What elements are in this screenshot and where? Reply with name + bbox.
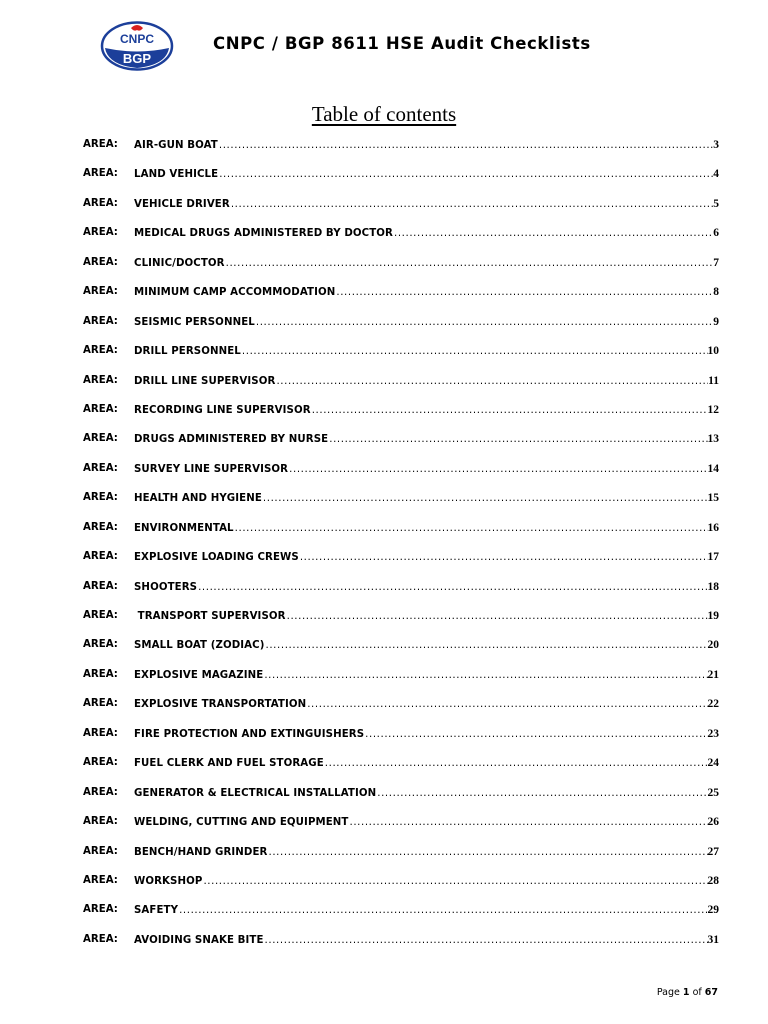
toc-dot-leader [299,552,708,563]
toc-entry-label: AREA: [83,904,118,916]
toc-entry[interactable] [83,136,719,165]
toc-entry-line [134,345,719,357]
toc-entry-line [134,875,719,887]
toc-entry-name: SHOOTERS [134,581,198,593]
toc-entry-line [134,551,719,563]
toc-entry-line [134,728,719,740]
toc-entry-line [134,522,719,534]
toc-entry-label: AREA: [83,168,118,180]
toc-entry-label: AREA: [83,286,118,298]
toc-dot-leader [286,611,708,622]
footer-total-pages: 67 [704,987,718,998]
toc-entry[interactable] [83,725,719,754]
toc-entry[interactable] [83,931,719,960]
toc-heading [0,102,768,127]
toc-entry-page: 31 [707,933,719,946]
toc-entry[interactable] [83,283,719,312]
toc-entry-name: SURVEY LINE SUPERVISOR [134,463,289,475]
toc-entry-name: DRILL PERSONNEL [134,346,241,358]
toc-entry-line [134,375,719,387]
toc-entry-line [134,846,719,858]
toc-entry-line [134,404,719,416]
toc-entry-label: AREA: [83,521,118,533]
toc-entry-name: ENVIRONMENTAL [134,522,234,534]
toc-entry-name: BENCH/HAND GRINDER [134,846,268,858]
toc-entry-name: FIRE PROTECTION AND EXTINGUISHERS [134,728,365,740]
toc-entry-name: SMALL BOAT (ZODIAC) [134,640,265,652]
toc-entry-line [134,227,719,239]
toc-entry-page: 13 [707,433,719,446]
toc-entry-label: AREA: [83,345,118,357]
toc-entry-page: 6 [713,227,719,240]
toc-entry-label: AREA: [83,639,118,651]
toc-entry-page: 15 [707,492,719,505]
toc-entry-page: 26 [707,816,719,829]
toc-entry-line [134,669,719,681]
toc-dot-leader [268,847,708,858]
toc-entry-label: AREA: [83,786,118,798]
toc-entry[interactable] [83,342,719,371]
toc-dot-leader [263,670,707,681]
toc-entry-label: AREA: [83,874,118,886]
toc-entry[interactable] [83,195,719,224]
toc-entry-name: EXPLOSIVE LOADING CREWS [134,552,299,564]
toc-entry-label: AREA: [83,551,118,563]
page-footer [657,987,718,998]
toc-entry-label: AREA: [83,933,118,945]
toc-entry[interactable] [83,460,719,489]
toc-entry[interactable] [83,754,719,783]
toc-entry-line [134,639,719,651]
toc-entry-page: 16 [707,521,719,534]
toc-dot-leader [324,758,708,769]
toc-entry[interactable] [83,843,719,872]
toc-dot-leader [311,405,708,416]
toc-entry-label: AREA: [83,462,118,474]
toc-entry-name: MINIMUM CAMP ACCOMMODATION [134,287,336,299]
toc-entry-line [134,934,719,946]
toc-entry-name: WELDING, CUTTING AND EQUIPMENT [134,817,349,829]
toc-entry-label: AREA: [83,197,118,209]
toc-entry-label: AREA: [83,374,118,386]
toc-entry-name: EXPLOSIVE TRANSPORTATION [134,699,307,711]
toc-entry[interactable] [83,254,719,283]
toc-entry-page: 20 [707,639,719,652]
toc-entry-line [134,257,719,269]
toc-entry-line [134,610,719,622]
toc-entry-page: 12 [707,403,719,416]
toc-entry-name: LAND VEHICLE [134,169,219,181]
toc-entry-line [134,316,719,328]
toc-entry[interactable] [83,695,719,724]
toc-dot-leader [335,287,713,298]
toc-entry-page: 5 [713,197,719,210]
toc-entry-label: AREA: [83,580,118,592]
toc-dot-leader [265,640,708,651]
toc-entry-page: 25 [707,786,719,799]
toc-entry-page: 19 [707,610,719,622]
toc-entry-line [134,698,719,710]
toc-entry-line [134,433,719,445]
toc-entry[interactable] [83,430,719,459]
toc-entry-label: AREA: [83,757,118,769]
toc-entry-name: VEHICLE DRIVER [134,198,230,210]
toc-dot-leader [264,935,708,946]
toc-dot-leader [178,905,707,916]
toc-entry[interactable] [83,578,719,607]
logo-text-bottom: BGP [122,51,152,66]
toc-entry-label: AREA: [83,433,118,445]
toc-entry-page: 18 [707,580,719,593]
toc-entry-name: HEALTH AND HYGIENE [134,493,262,505]
footer-current-page: 1 [682,987,690,998]
toc-entry[interactable] [83,813,719,842]
toc-entry-label: AREA: [83,727,118,739]
toc-entry-label: AREA: [83,492,118,504]
toc-entry-name: TRANSPORT SUPERVISOR [134,611,286,622]
toc-dot-leader [202,876,707,887]
toc-dot-leader [255,317,713,328]
toc-entry-line [134,904,719,916]
toc-dot-leader [234,523,708,534]
toc-entry-name: WORKSHOP [134,875,203,887]
toc-entry-name: CLINIC/DOCTOR [134,257,225,269]
toc-entry-page: 3 [713,139,719,151]
toc-heading-text: Table of contents [311,102,457,126]
toc-list [83,136,719,960]
toc-entry-name: SEISMIC PERSONNEL [134,316,255,328]
toc-entry-page: 28 [707,874,719,887]
toc-entry-page: 22 [707,698,719,711]
toc-dot-leader [230,199,713,210]
toc-entry[interactable] [83,489,719,518]
toc-entry-label: AREA: [83,139,118,150]
toc-entry-page: 27 [707,845,719,858]
toc-entry-label: AREA: [83,315,118,327]
toc-entry[interactable] [83,666,719,695]
toc-entry[interactable] [83,636,719,665]
toc-entry-name: GENERATOR & ELECTRICAL INSTALLATION [134,787,377,799]
toc-dot-leader [306,699,707,710]
toc-entry-name: DRILL LINE SUPERVISOR [134,375,276,387]
toc-dot-leader [288,464,707,475]
toc-entry-line [134,816,719,828]
toc-entry-name: AVOIDING SNAKE BITE [134,934,264,946]
toc-entry[interactable] [83,519,719,548]
toc-entry-name: RECORDING LINE SUPERVISOR [134,404,311,416]
footer-page-word: Page [656,987,680,998]
toc-dot-leader [275,376,708,387]
toc-entry[interactable] [83,401,719,430]
toc-entry-name: AIR-GUN BOAT [134,140,218,151]
toc-dot-leader [393,228,713,239]
company-logo [100,21,174,71]
toc-entry-label: AREA: [83,845,118,857]
toc-entry[interactable] [83,784,719,813]
toc-entry[interactable] [83,548,719,577]
toc-entry-label: AREA: [83,668,118,680]
toc-entry[interactable] [83,872,719,901]
toc-entry-page: 14 [707,462,719,475]
toc-entry-page: 23 [707,727,719,740]
toc-entry-label: AREA: [83,227,118,239]
toc-entry-name: FUEL CLERK AND FUEL STORAGE [134,758,324,770]
toc-entry-page: 9 [713,315,719,328]
toc-entry-line [134,139,719,151]
toc-entry-label: AREA: [83,816,118,828]
toc-entry-name: EXPLOSIVE MAGAZINE [134,669,264,681]
toc-entry[interactable] [83,313,719,342]
toc-entry-page: 29 [707,904,719,917]
toc-entry[interactable] [83,372,719,401]
toc-entry-label: AREA: [83,610,118,621]
toc-dot-leader [218,169,713,180]
toc-dot-leader [197,582,707,593]
toc-entry-page: 10 [707,345,719,358]
toc-entry-name: MEDICAL DRUGS ADMINISTERED BY DOCTOR [134,228,393,240]
toc-entry[interactable] [83,607,719,636]
toc-entry-line [134,286,719,298]
toc-entry-page: 17 [707,551,719,564]
toc-entry-page: 11 [708,374,719,387]
toc-entry-label: AREA: [83,403,118,415]
toc-entry-label: AREA: [83,256,118,268]
toc-entry[interactable] [83,901,719,930]
toc-entry-line [134,168,719,180]
footer-of-word: of [692,987,702,998]
toc-entry-name: DRUGS ADMINISTERED BY NURSE [134,434,329,446]
toc-entry-name: SAFETY [134,905,179,917]
toc-dot-leader [376,788,707,799]
toc-entry[interactable] [83,224,719,253]
toc-dot-leader [225,258,714,269]
toc-entry-page: 24 [707,757,719,770]
toc-entry-page: 21 [707,668,719,681]
toc-dot-leader [348,817,707,828]
toc-dot-leader [364,729,707,740]
toc-entry[interactable] [83,165,719,194]
toc-dot-leader [262,493,708,504]
toc-entry-line [134,787,719,799]
toc-dot-leader [328,434,707,445]
toc-dot-leader [241,346,708,357]
toc-entry-page: 8 [713,286,719,299]
toc-entry-label: AREA: [83,698,118,710]
toc-entry-line [134,757,719,769]
toc-entry-line [134,492,719,504]
toc-entry-page: 7 [713,256,719,269]
toc-entry-line [134,463,719,475]
toc-entry-line [134,198,719,210]
toc-entry-page: 4 [713,168,719,181]
toc-entry-line [134,581,719,593]
toc-dot-leader [218,140,713,151]
document-header-title: CNPC / BGP 8611 HSE Audit Checklists [213,34,591,53]
logo-text-top: CNPC [119,32,155,46]
